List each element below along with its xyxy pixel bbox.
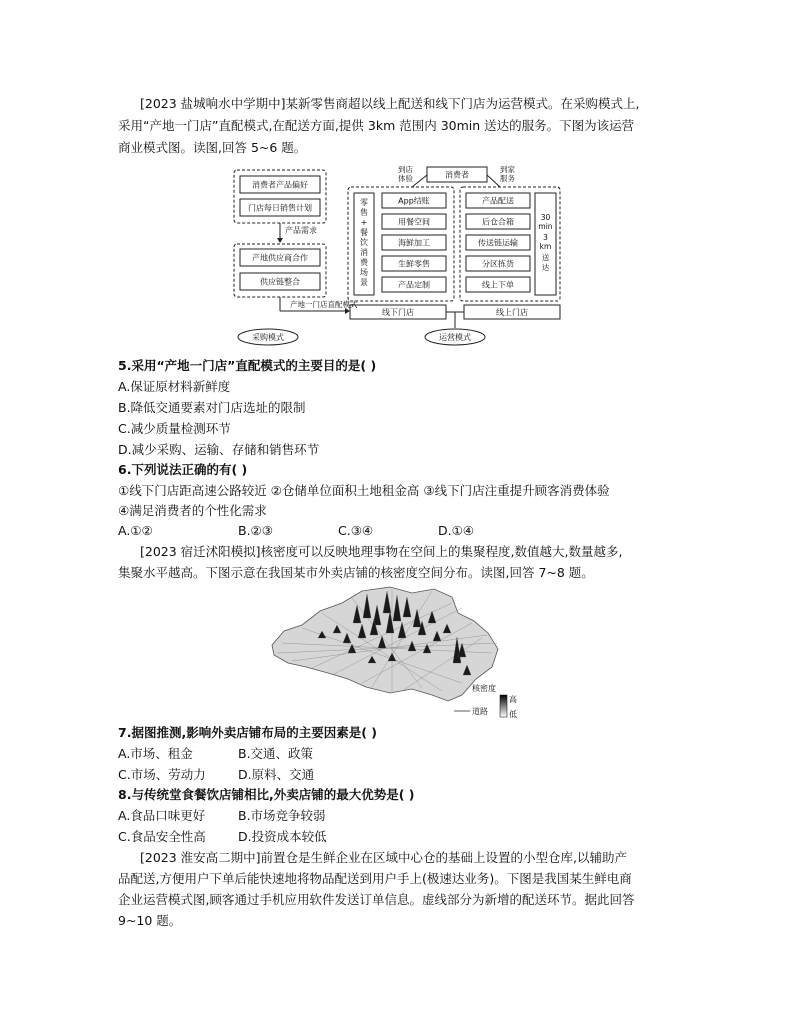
online-item-text: 分区拣货: [482, 259, 514, 269]
offline-store-text: 线下门店: [382, 308, 414, 317]
q7-option-d: D.原料、交通: [238, 767, 315, 782]
supply-chain-text: 供应链整合: [260, 277, 300, 287]
online-item-text: 线上下单: [482, 280, 514, 290]
q6-option-b: B.②③: [238, 523, 273, 538]
svg-text:3: 3: [543, 233, 548, 242]
operation-mode-text: 运营模式: [439, 333, 471, 342]
product-demand-text: 产品需求: [285, 226, 317, 235]
consumer-pref-text: 消费者产品偏好: [252, 180, 308, 190]
passage3-line3: 企业运营模式图,顾客通过手机应用软件发送订单信息。虚线部分为新增的配送环节。据此回答: [118, 892, 635, 907]
passage2-line1: [2023 宿迁沭阳模拟]核密度可以反映地理事物在空间上的集聚程度,数值越大,数量越多,: [140, 544, 623, 559]
demand-arrowhead: [277, 238, 283, 243]
online-store-text: 线上门店: [496, 308, 528, 317]
svg-text:售: 售: [360, 208, 368, 217]
q7-option-a: A.市场、租金: [118, 746, 193, 761]
q8-stem: 8.与传统堂食餐饮店铺相比,外卖店铺的最大优势是( ): [118, 787, 415, 802]
passage3-line2: 品配送,方便用户下单后能快速地将物品配送到用户手上(极速达业务)。下图是我国某生鲜电商: [118, 871, 632, 886]
legend-gradient: [500, 695, 507, 717]
online-item-text: 产品配送: [482, 196, 514, 206]
q5-option-c: C.减少质量检测环节: [118, 421, 231, 436]
legend-low: 低: [509, 710, 517, 719]
legend-high: 高: [509, 695, 517, 704]
retail-item-text: 产品定制: [398, 280, 430, 290]
svg-text:场: 场: [360, 268, 368, 277]
retail-label-text: [360, 198, 369, 287]
passage1-line2: 采用“产地一门店”直配模式,在配送方面,提供 3km 范围内 30min 送达的服务。下图为该运营: [118, 118, 635, 133]
q5-option-b: B.降低交通要素对门店选址的限制: [118, 400, 306, 415]
svg-text:km: km: [539, 242, 552, 251]
passage2-line2: 集聚水平越高。下图示意在我国某市外卖店铺的核密度空间分布。读图,回答 7~8 题。: [118, 565, 594, 580]
q7-option-b: B.交通、政策: [238, 746, 314, 761]
q6-option-a: A.①②: [118, 523, 153, 538]
q8-option-b: B.市场竞争较弱: [238, 808, 326, 823]
svg-text:+: +: [360, 218, 368, 227]
q7-option-c: C.市场、劳动力: [118, 767, 206, 782]
svg-text:min: min: [538, 222, 553, 231]
svg-text:景: 景: [360, 278, 368, 287]
passage1-line3: 商业模式图。读图,回答 5~6 题。: [118, 140, 307, 155]
daily-plan-text: 门店每日销售计划: [248, 203, 312, 213]
passage3-line4: 9~10 题。: [118, 913, 182, 928]
svg-text:达: 达: [541, 263, 550, 272]
svg-text:30: 30: [540, 213, 551, 222]
svg-text:送: 送: [541, 253, 550, 262]
business-model-diagram: [232, 165, 564, 348]
q8-option-c: C.食品安全性高: [118, 829, 206, 844]
retail-item-text: 生鲜零售: [398, 259, 430, 269]
home-service-text: 到家: [500, 165, 515, 174]
legend-road: 道路: [472, 707, 488, 716]
home-service-text2: 服务: [500, 174, 515, 183]
online-items: [466, 193, 530, 292]
svg-text:餐: 餐: [360, 228, 368, 237]
retail-item-text: App结账: [398, 196, 430, 206]
retail-item-text: 海鲜加工: [398, 238, 430, 248]
q6-statements-2: ④满足消费者的个性化需求: [118, 503, 267, 518]
q6-statements-1: ①线下门店距高速公路较近 ②仓储单位面积土地租金高 ③线下门店注重提升顾客消费体验: [118, 483, 610, 498]
q5-option-a: A.保证原材料新鲜度: [118, 379, 231, 394]
q6-option-c: C.③④: [338, 523, 374, 538]
q8-option-a: A.食品口味更好: [118, 808, 206, 823]
purchase-mode-text: 采购模式: [252, 333, 284, 342]
demand-group: [234, 170, 326, 223]
store-visit-text2: 体验: [398, 174, 413, 183]
svg-text:费: 费: [360, 258, 368, 267]
kernel-density-map: [262, 583, 524, 720]
q8-option-d: D.投资成本较低: [238, 829, 327, 844]
passage1-line1: [2023 盐城响水中学期中]某新零售商超以线上配送和线下门店为运营模式。在采购模式上,: [140, 96, 640, 111]
retail-item-text: 用餐空间: [398, 217, 430, 227]
online-item-text: 传送链运输: [478, 238, 518, 248]
store-visit-text: 到店: [398, 165, 413, 174]
svg-text:饮: 饮: [360, 238, 368, 247]
q6-option-d: D.①④: [438, 523, 475, 538]
home-line: [487, 175, 500, 187]
legend-title: 核密度: [472, 684, 496, 693]
consumer-text: 消费者: [445, 170, 469, 180]
svg-text:消: 消: [360, 248, 368, 257]
passage3-line1: [2023 淮安高二期中]前置仓是生鲜企业在区域中心仓的基础上设置的小型仓库,以辅助产: [140, 850, 628, 865]
retail-items: [382, 193, 446, 292]
visit-line: [412, 175, 427, 187]
q5-stem: 5.采用“产地一门店”直配模式的主要目的是( ): [118, 358, 377, 373]
delivery-label-text: [538, 213, 552, 272]
direct-mode-text: 产地一门店直配模式: [290, 300, 358, 309]
q5-option-d: D.减少采购、运输、存储和销售环节: [118, 442, 320, 457]
q6-stem: 6.下列说法正确的有( ): [118, 462, 248, 477]
supply-group: [234, 244, 326, 297]
online-item-text: 后仓合箱: [482, 217, 514, 227]
q7-stem: 7.据图推测,影响外卖店铺布局的主要因素是( ): [118, 725, 377, 740]
svg-text:零: 零: [360, 198, 368, 207]
origin-coop-text: 产地供应商合作: [252, 253, 308, 263]
